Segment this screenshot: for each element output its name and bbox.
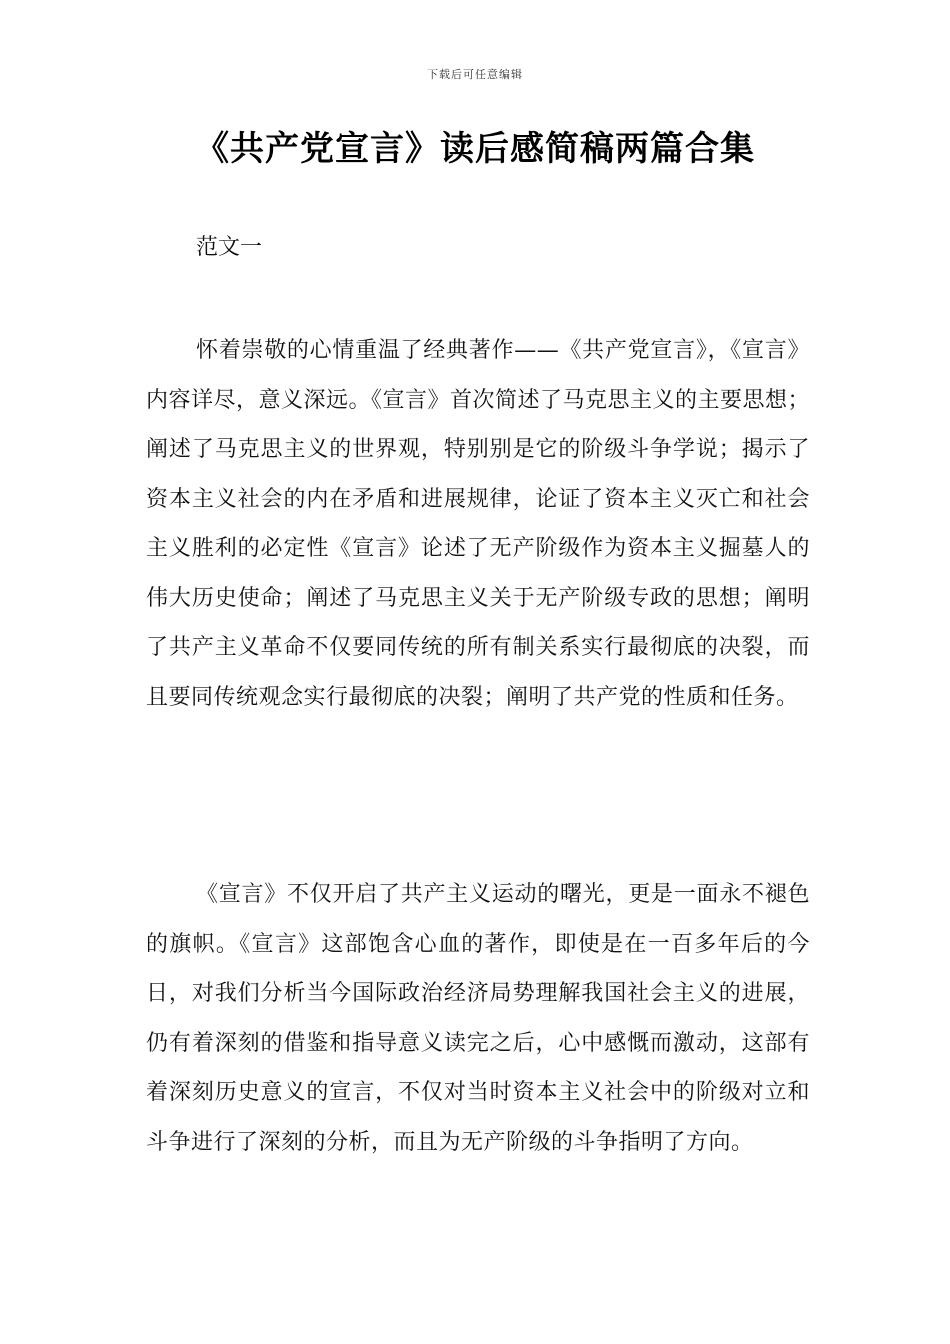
- paragraph-1: 怀着崇敬的心情重温了经典著作——《共产党宣言》，《宣言》内容详尽，意义深远。《宣言》首次简述了马克思主义的主要思想；阐述了马克思主义的世界观，特别别是它的阶级斗争学说；揭示了资本主义社会的内在矛盾和进展规律，论证了资本主义灭亡和社会主义胜利的必定性《宣言》论述了无产阶级作为资本主义掘墓人的伟大历史使命；阐述了马克思主义关于无产阶级专政的思想；阐明了共产主义革命不仅要同传统的所有制关系实行最彻底的决裂，而且要同传统观念实行最彻底的决裂；阐明了共产党的性质和任务。: [146, 338, 811, 710]
- page-title: 《共产党宣言》读后感简稿两篇合集: [195, 129, 755, 169]
- section-label: 范文一: [196, 235, 263, 260]
- header-note: 下载后可任意编辑: [427, 68, 523, 81]
- paragraph-2: 《宣言》不仅开启了共产主义运动的曙光，更是一面永不褪色的旗帜。《宣言》这部饱含心血的著作，即使是在一百多年后的今日，对我们分析当今国际政治经济局势理解我国社会主义的进展，仍有着深刻的借鉴和指导意义读完之后，心中感慨而激动，这部有着深刻历史意义的宣言，不仅对当时资本主义社会中的阶级对立和斗争进行了深刻的分析，而且为无产阶级的斗争指明了方向。: [146, 882, 810, 1155]
